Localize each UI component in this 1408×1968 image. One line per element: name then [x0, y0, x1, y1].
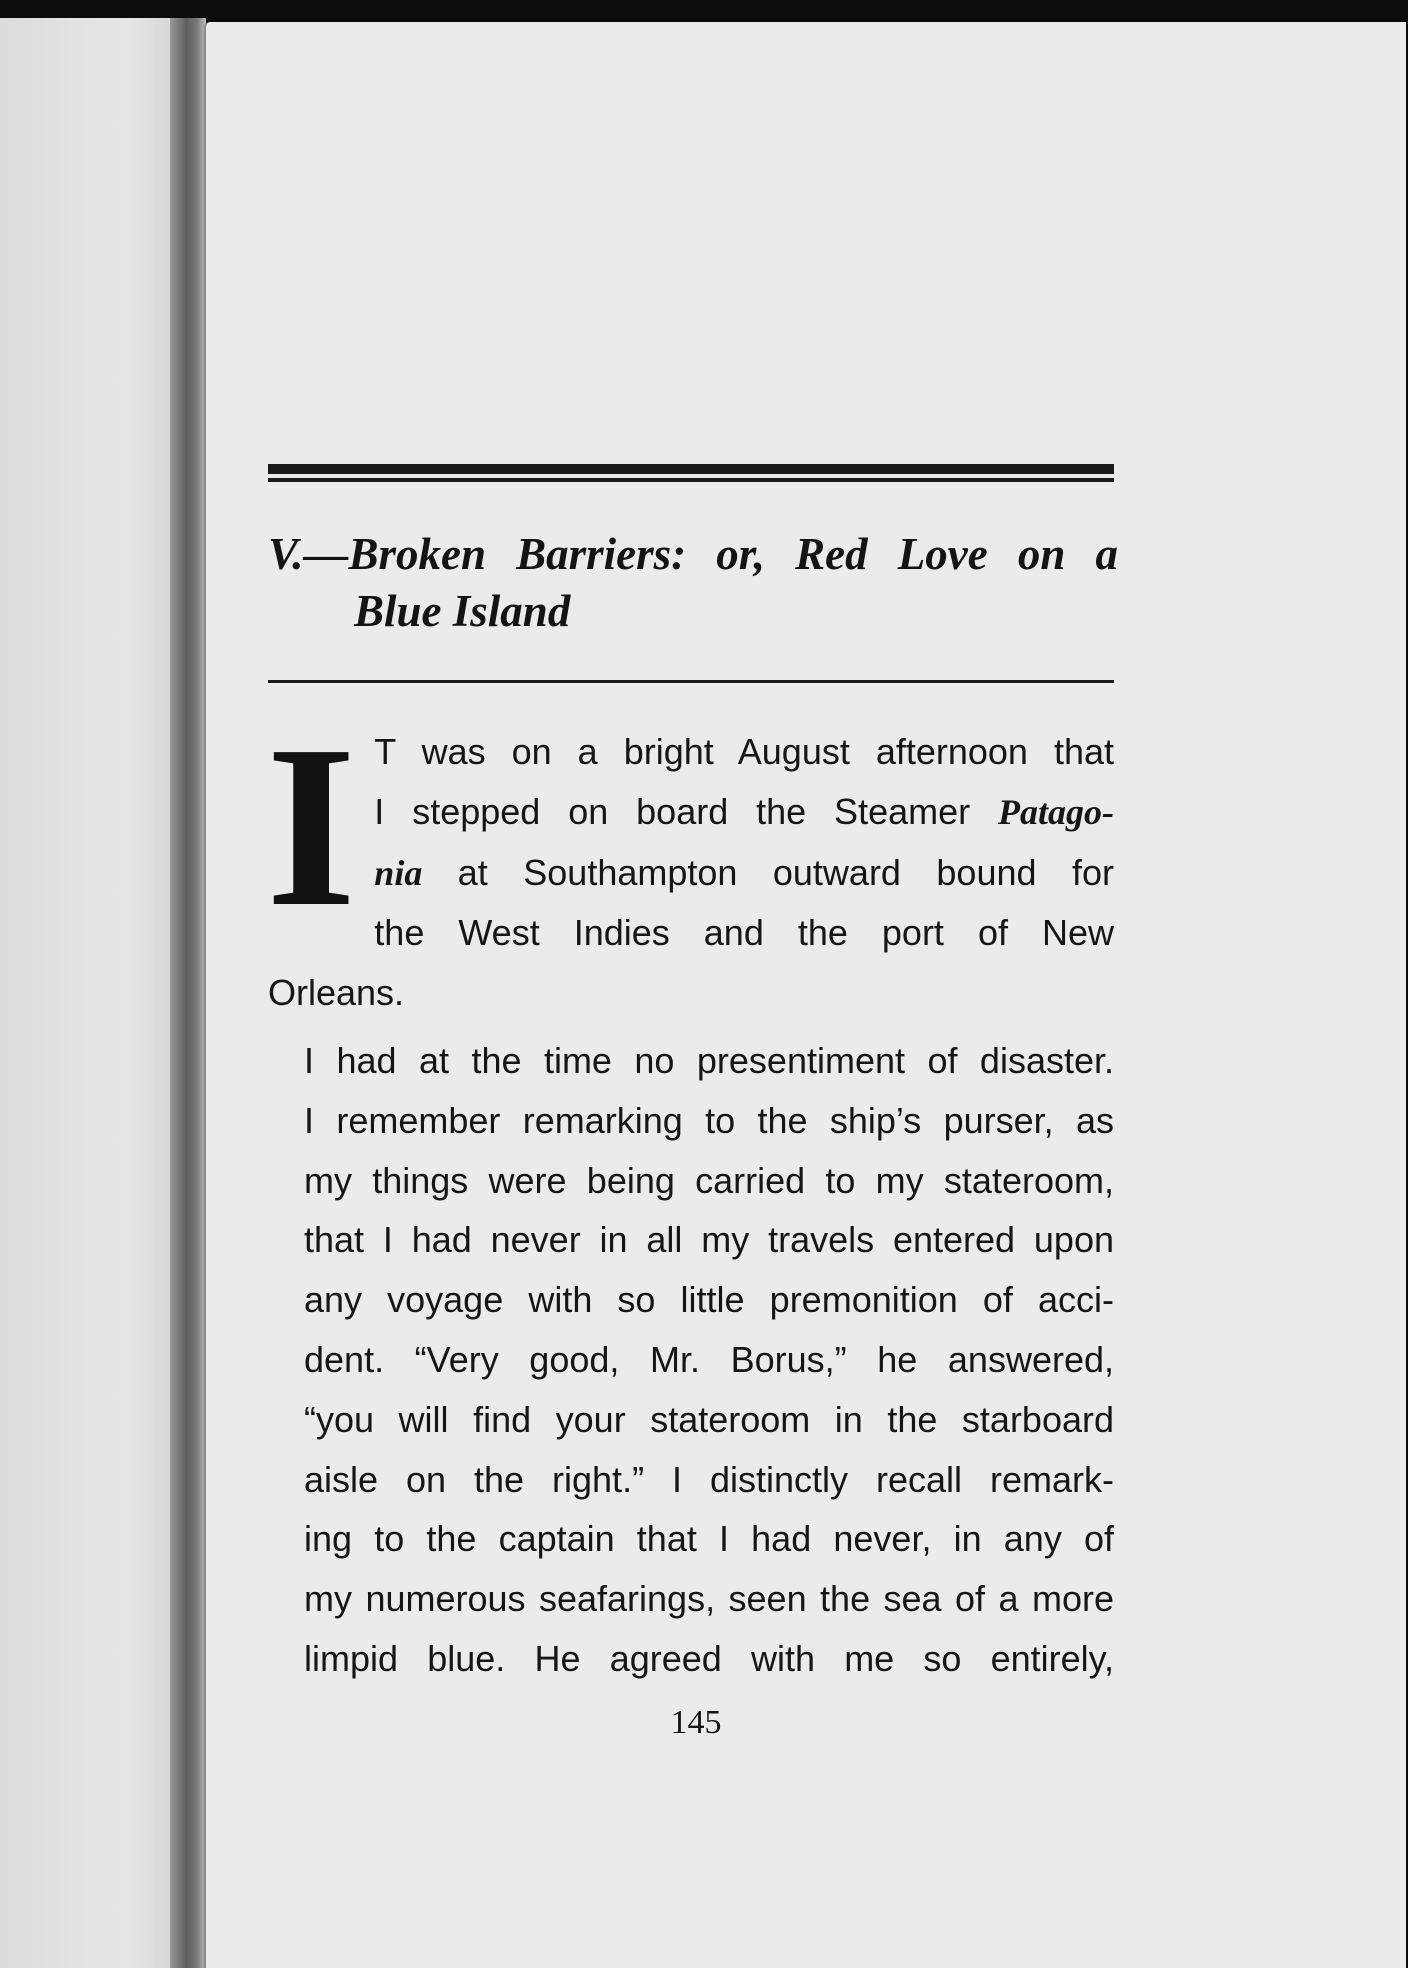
italic-ship-name: nia	[374, 852, 423, 893]
text-line	[268, 843, 1114, 904]
book-gutter	[170, 18, 206, 1968]
heading-rule-thin-top	[268, 478, 1114, 482]
paragraph-2	[268, 1031, 1114, 1689]
body-text	[266, 698, 1114, 1689]
chapter-heading	[268, 526, 1118, 640]
text-fragment: at Southampton outward bound for	[422, 851, 1114, 893]
text-line	[268, 782, 1114, 843]
text-line: Orleans.	[268, 972, 405, 1014]
chapter-heading-line-2: Blue Island	[354, 586, 571, 636]
text-line: I had at the time no presentiment of disaster.	[304, 1039, 1114, 1081]
text-line: aisle on the right.” I distinctly recall remark-	[304, 1458, 1114, 1500]
text-line: any voyage with so little premonition of acci-	[304, 1279, 1114, 1321]
text-line: my numerous seafarings, seen the sea of a more	[304, 1578, 1114, 1620]
text-line: dent. “Very good, Mr. Borus,” he answered,	[304, 1338, 1114, 1380]
chapter-heading-line-1: V.—Broken Barriers: or, Red Love on a	[268, 529, 1118, 579]
text-line: “you will find your stateroom in the starboard	[304, 1398, 1114, 1440]
text-line: my things were being carried to my stateroom,	[304, 1159, 1114, 1201]
book-page	[204, 22, 1406, 1968]
text-line: the West Indies and the port of New	[374, 912, 1114, 954]
paragraph-1	[266, 698, 1114, 1023]
facing-page-edge	[0, 18, 182, 1968]
text-fragment: I stepped on board the Steamer	[374, 790, 999, 832]
text-line: ing to the captain that I had never, in any of	[304, 1518, 1114, 1560]
heading-rule-bottom	[268, 680, 1114, 683]
text-line: that I had never in all my travels entered upon	[304, 1219, 1114, 1261]
heading-rule-thick	[268, 464, 1114, 474]
text-line: T was on a bright August afternoon that	[374, 731, 1114, 772]
italic-ship-name: Patago-	[998, 791, 1114, 832]
text-line: I remember remarking to the ship’s purser, as	[304, 1099, 1114, 1141]
page-number: 145	[670, 1704, 722, 1741]
text-line: limpid blue. He agreed with me so entirely,	[304, 1637, 1114, 1679]
drop-cap: I	[266, 698, 357, 955]
